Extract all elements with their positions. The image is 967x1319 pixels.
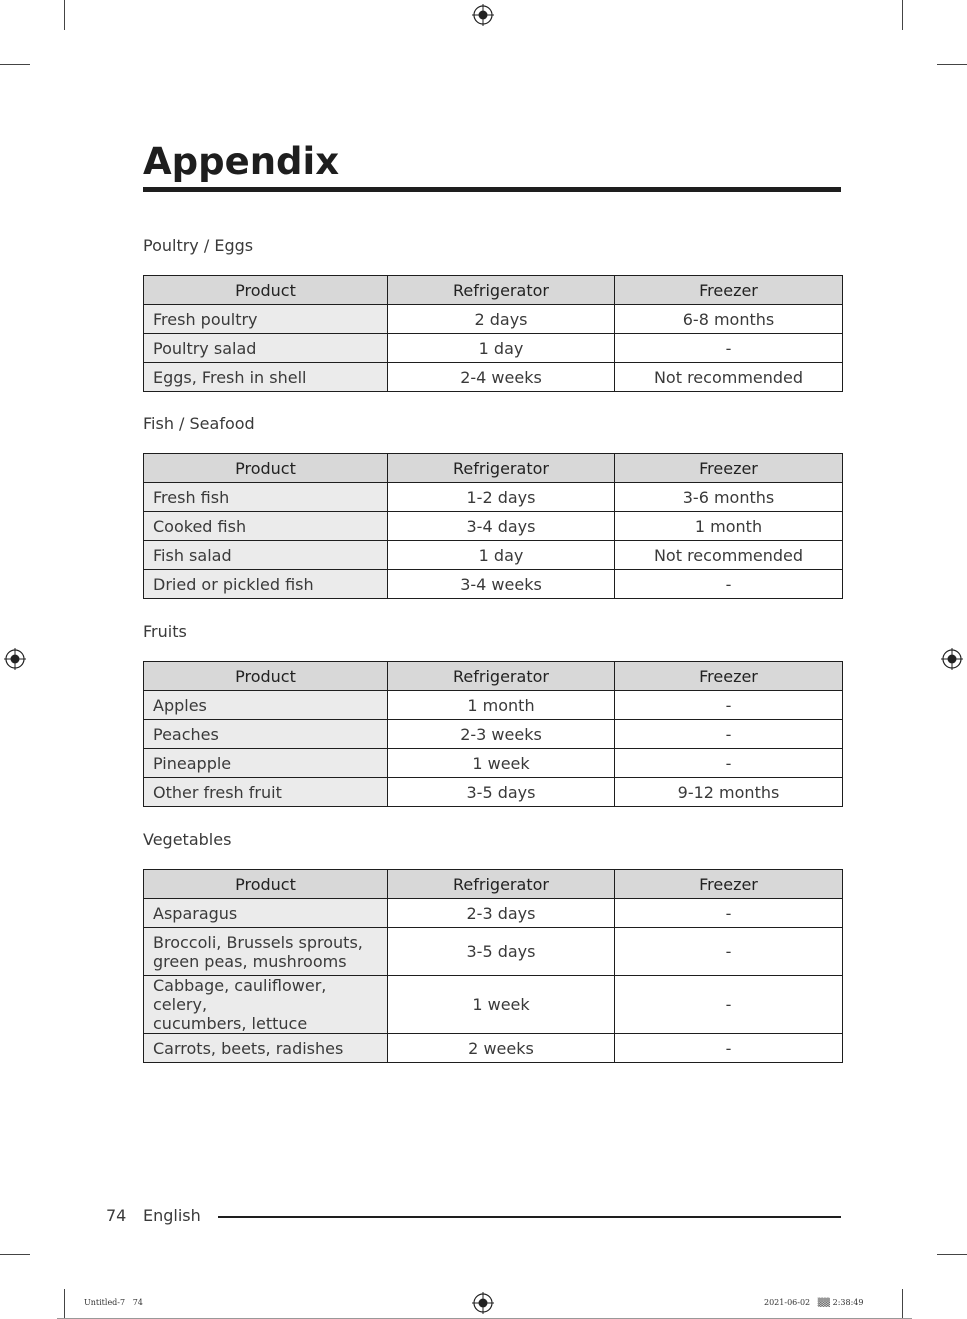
cell-refrigerator: 1 week [388,749,615,778]
cell-product: Fish salad [144,541,388,570]
table-header-row [144,276,843,305]
crop-mark [0,64,30,65]
cell-freezer: - [615,1034,843,1063]
table-row [144,512,843,541]
table-row [144,334,843,363]
header-product: Product [144,276,388,305]
cell-freezer: - [615,570,843,599]
cell-freezer: - [615,720,843,749]
slug-timestamp: 2021-06-02 ▒▒ 2:38:49 [764,1298,864,1307]
crop-mark [902,0,903,30]
section-label-poultry-eggs: Poultry / Eggs [143,236,254,255]
crop-mark [64,1289,65,1319]
table-row [144,691,843,720]
cell-product: Cooked fish [144,512,388,541]
header-product: Product [144,454,388,483]
page-language: English [143,1206,201,1225]
cell-product: Apples [144,691,388,720]
cell-freezer: Not recommended [615,363,843,392]
registration-mark-icon [472,4,494,26]
page-number: 74 [106,1206,127,1225]
crop-mark [902,1289,903,1319]
page-title: Appendix [143,140,340,183]
registration-mark-icon [472,1292,494,1314]
cell-freezer: 1 month [615,512,843,541]
table-row [144,976,843,1034]
table-vegetables [143,869,843,1063]
section-label-fruits: Fruits [143,622,187,641]
cell-refrigerator: 3-5 days [388,928,615,976]
cell-product: Pineapple [144,749,388,778]
cell-refrigerator: 1 day [388,334,615,363]
cell-freezer: - [615,976,843,1034]
cell-freezer: 3-6 months [615,483,843,512]
cell-refrigerator: 3-4 weeks [388,570,615,599]
cell-product: Peaches [144,720,388,749]
footer-rule [218,1216,841,1218]
cell-refrigerator: 2-3 days [388,899,615,928]
cell-refrigerator: 1 week [388,976,615,1034]
table-row [144,1034,843,1063]
cell-refrigerator: 3-4 days [388,512,615,541]
cell-product: Dried or pickled fish [144,570,388,599]
cell-refrigerator: 2 days [388,305,615,334]
table-row [144,483,843,512]
cell-freezer: - [615,334,843,363]
table-row [144,720,843,749]
cell-refrigerator: 2-4 weeks [388,363,615,392]
header-freezer: Freezer [615,276,843,305]
cell-product: Fresh fish [144,483,388,512]
cell-freezer: Not recommended [615,541,843,570]
table-row [144,749,843,778]
header-product: Product [144,662,388,691]
cell-freezer: - [615,928,843,976]
cell-refrigerator: 2 weeks [388,1034,615,1063]
header-freezer: Freezer [615,454,843,483]
header-refrigerator: Refrigerator [388,454,615,483]
cell-refrigerator: 1 day [388,541,615,570]
title-underline [143,187,841,192]
cell-product: Fresh poultry [144,305,388,334]
cell-freezer: - [615,691,843,720]
cell-product: Other fresh fruit [144,778,388,807]
header-refrigerator: Refrigerator [388,870,615,899]
cell-freezer: 6-8 months [615,305,843,334]
cell-product: Broccoli, Brussels sprouts, green peas, mushrooms [144,928,388,976]
table-row [144,928,843,976]
table-row [144,778,843,807]
header-refrigerator: Refrigerator [388,662,615,691]
cell-product: Asparagus [144,899,388,928]
crop-mark [937,1254,967,1255]
cell-product: Poultry salad [144,334,388,363]
registration-mark-icon [941,648,963,670]
crop-mark [937,64,967,65]
table-row [144,570,843,599]
table-row [144,541,843,570]
cell-refrigerator: 3-5 days [388,778,615,807]
cell-refrigerator: 1 month [388,691,615,720]
cell-freezer: 9-12 months [615,778,843,807]
table-row [144,305,843,334]
table-row [144,363,843,392]
registration-mark-icon [4,648,26,670]
header-product: Product [144,870,388,899]
cell-product: Cabbage, cauliflower, celery, cucumbers, lettuce [144,976,388,1034]
section-label-vegetables: Vegetables [143,830,232,849]
cell-freezer: - [615,899,843,928]
table-fruits [143,661,843,807]
table-header-row [144,870,843,899]
header-freezer: Freezer [615,662,843,691]
table-poultry-eggs [143,275,843,392]
header-freezer: Freezer [615,870,843,899]
cell-refrigerator: 1-2 days [388,483,615,512]
cell-product: Eggs, Fresh in shell [144,363,388,392]
cell-freezer: - [615,749,843,778]
crop-mark [64,0,65,30]
table-header-row [144,454,843,483]
table-fish-seafood [143,453,843,599]
crop-mark [0,1254,30,1255]
section-label-fish-seafood: Fish / Seafood [143,414,255,433]
table-row [144,899,843,928]
table-header-row [144,662,843,691]
cell-refrigerator: 2-3 weeks [388,720,615,749]
slug-filename: Untitled-7 74 [84,1298,143,1307]
header-refrigerator: Refrigerator [388,276,615,305]
cell-product: Carrots, beets, radishes [144,1034,388,1063]
